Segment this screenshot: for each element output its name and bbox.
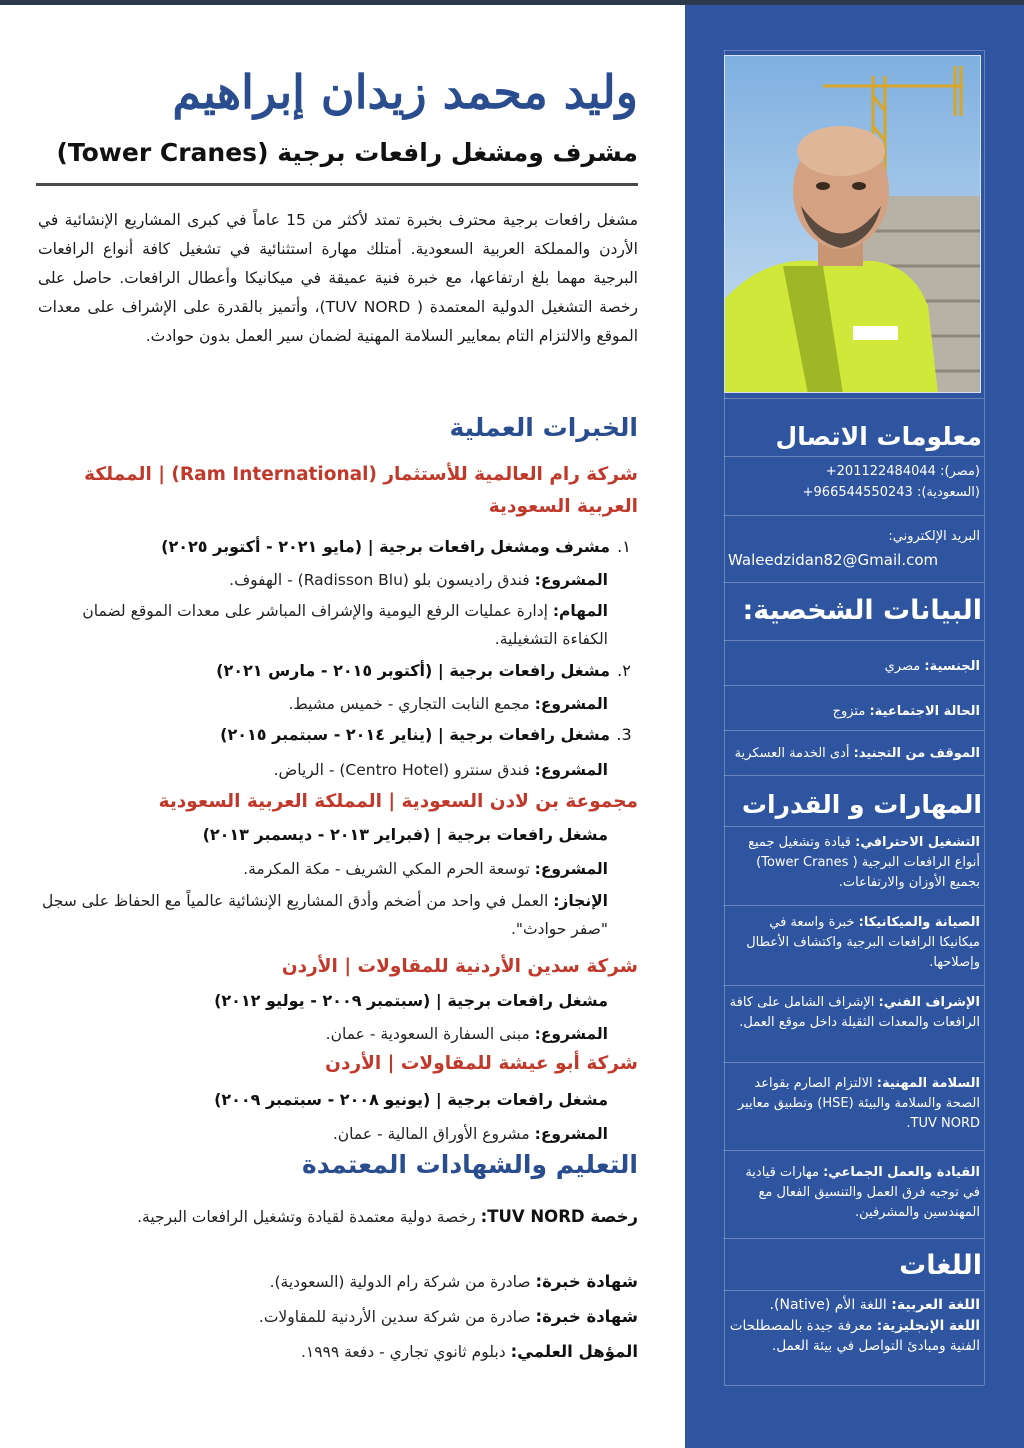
profile-summary: مشغل رافعات برجية محترف بخبرة تمتد لأكثر من 15 عاماً في كبرى المشاريع الإنشائية في الأردن والمملكة العربية السعودية. أمتلك مهارة استثنائية في تشغيل كافة أنواع الرافعات البرجية مهما بلغ ارتفاعها، مع خبرة فنية عميقة في ميكانيكا وأعطال الرافعات. حاصل على رخصة التشغيل الدولية المعتمدة ( TUV NORD)، وأتميز بالقدرة على الإشراف على معدات الموقع والالتزام التام بمعايير السلامة المهنية لضمان سير العمل بدون حوادث. bbox=[38, 211, 639, 345]
education-heading: التعليم والشهادات المعتمدة bbox=[301, 1150, 638, 1179]
role-title: مشغل رافعات برجية | (يونيو ٢٠٠٨ - سبتمبر ٢٠٠٩) bbox=[214, 1090, 608, 1109]
skill-label: السلامة المهنية: bbox=[876, 1076, 980, 1091]
phone-saudi bbox=[725, 483, 980, 503]
title-underline bbox=[36, 183, 638, 186]
education-text: صادرة من شركة سدين الأردنية للمقاولات. bbox=[258, 1308, 531, 1326]
sidebar-divider bbox=[724, 1385, 984, 1386]
tasks-text: إدارة عمليات الرفع اليومية والإشراف المباشر على معدات الموقع لضمان الكفاءة التشغيلية. bbox=[82, 602, 608, 648]
sidebar-divider bbox=[724, 826, 984, 827]
email-label: البريد الإلكتروني: bbox=[888, 529, 980, 544]
skill-text: الإشراف الشامل على كافة الرافعات والمعدات الثقيلة داخل موقع العمل. bbox=[729, 995, 980, 1030]
skill-item bbox=[725, 1074, 980, 1134]
language-english bbox=[725, 1316, 980, 1356]
tasks-label: المهام: bbox=[552, 602, 608, 620]
company-name: شركة سدين الأردنية للمقاولات | الأردن bbox=[281, 956, 638, 977]
language-label: اللغة الإنجليزية: bbox=[876, 1318, 980, 1334]
phone-saudi-value: +966544550243 bbox=[802, 485, 913, 500]
company-name: شركة رام العالمية للأستثمار (Ram International) | المملكة العربية السعودية bbox=[84, 464, 638, 517]
personal-marital bbox=[725, 702, 980, 722]
skill-item bbox=[725, 833, 980, 893]
role-number: ١. bbox=[617, 537, 631, 556]
education-text: رخصة دولية معتمدة لقيادة وتشغيل الرافعات البرجية. bbox=[137, 1208, 476, 1226]
sidebar-divider bbox=[724, 730, 984, 731]
phone-saudi-label: (السعودية): bbox=[916, 485, 980, 500]
project-label: المشروع: bbox=[534, 1125, 608, 1143]
sidebar-divider bbox=[724, 1290, 984, 1291]
skill-text: مهارات قيادية في توجيه فرق العمل والتنسيق الفعال مع المهندسين والمشرفين. bbox=[745, 1165, 980, 1220]
sidebar-divider bbox=[724, 985, 984, 986]
phone-egypt-value: +201122484044 bbox=[825, 464, 936, 479]
education-label: شهادة خبرة: bbox=[535, 1272, 638, 1291]
project-text: فندق راديسون بلو (Radisson Blu) - الهفوف. bbox=[229, 571, 530, 589]
skill-label: القيادة والعمل الجماعي: bbox=[823, 1165, 980, 1180]
education-text: دبلوم ثانوي تجاري - دفعة ١٩٩٩. bbox=[300, 1343, 506, 1361]
role-number: 3. bbox=[616, 725, 632, 744]
sidebar-divider bbox=[724, 775, 984, 776]
skill-label: الإشراف الفني: bbox=[878, 995, 980, 1010]
personal-heading: البيانات الشخصية: bbox=[742, 595, 982, 626]
phone-egypt-label: (مصر): bbox=[940, 464, 980, 479]
personal-label: الحالة الاجتماعية: bbox=[869, 704, 980, 719]
languages-heading: اللغات bbox=[899, 1250, 982, 1281]
sidebar-divider bbox=[724, 398, 984, 399]
language-text: اللغة الأم (Native). bbox=[769, 1297, 887, 1313]
sidebar-divider bbox=[724, 1062, 984, 1063]
sidebar-divider bbox=[724, 582, 984, 583]
education-label: رخصة TUV NORD: bbox=[480, 1207, 638, 1226]
personal-value: مصري bbox=[884, 659, 921, 674]
skill-text: الالتزام الصارم بقواعد الصحة والسلامة والبيئة (HSE) وتطبيق معايير TUV NORD. bbox=[737, 1076, 980, 1131]
achievement-label: الإنجاز: bbox=[553, 892, 608, 910]
education-item bbox=[78, 1202, 638, 1232]
role-achievement bbox=[38, 887, 608, 943]
sidebar-guide-right bbox=[984, 50, 985, 1385]
education-label: المؤهل العلمي: bbox=[510, 1342, 638, 1361]
role-project bbox=[38, 566, 608, 594]
sidebar-divider bbox=[724, 456, 984, 457]
project-label: المشروع: bbox=[534, 761, 608, 779]
skill-item bbox=[725, 1163, 980, 1223]
education-item bbox=[78, 1267, 638, 1297]
language-arabic bbox=[725, 1295, 980, 1315]
role-title-text: مشغل رافعات برجية | (أكتوبر ٢٠١٥ - مارس ٢٠٢١) bbox=[216, 661, 610, 680]
role-project bbox=[38, 1120, 608, 1148]
role-project bbox=[38, 756, 608, 784]
sidebar-divider bbox=[724, 515, 984, 516]
job-title: مشرف ومشغل رافعات برجية (Tower Cranes) bbox=[56, 138, 638, 167]
skills-heading: المهارات و القدرات bbox=[741, 790, 982, 819]
project-label: المشروع: bbox=[534, 1025, 608, 1043]
education-text: صادرة من شركة رام الدولية (السعودية). bbox=[269, 1273, 531, 1291]
role-title: مشغل رافعات برجية | (فبراير ٢٠١٣ - ديسمبر ٢٠١٣) bbox=[202, 825, 608, 844]
personal-label: الموقف من التجنيد: bbox=[853, 746, 980, 761]
sidebar-divider bbox=[724, 1150, 984, 1151]
role-title: مشغل رافعات برجية | (سبتمبر ٢٠٠٩ - يوليو ٢٠١٢) bbox=[214, 991, 608, 1010]
experience-heading: الخبرات العملية bbox=[449, 413, 638, 442]
project-text: فندق سنترو (Centro Hotel) - الرياض. bbox=[273, 761, 530, 779]
project-label: المشروع: bbox=[534, 695, 608, 713]
sidebar-divider bbox=[724, 1238, 984, 1239]
role-title bbox=[58, 657, 638, 685]
skill-text: قيادة وتشغيل جميع أنواع الرافعات البرجية ( Tower Cranes) بجميع الأوزان والارتفاعات. bbox=[748, 835, 980, 890]
role-project bbox=[38, 690, 608, 718]
education-label: شهادة خبرة: bbox=[535, 1307, 638, 1326]
contact-heading: معلومات الاتصال bbox=[775, 422, 982, 451]
education-item bbox=[78, 1302, 638, 1332]
language-text: معرفة جيدة بالمصطلحات الفنية ومبادئ التواصل في بيئة العمل. bbox=[729, 1318, 980, 1354]
sidebar-divider bbox=[724, 685, 984, 686]
role-title-text: مشرف ومشغل رافعات برجية | (مايو ٢٠٢١ - أكتوبر ٢٠٢٥) bbox=[161, 537, 610, 556]
personal-value: متزوج bbox=[832, 704, 866, 719]
email-value[interactable]: Waleedzidan82@Gmail.com bbox=[728, 551, 939, 569]
role-title bbox=[58, 721, 638, 749]
role-number: ٢. bbox=[617, 661, 631, 680]
role-project bbox=[38, 855, 608, 883]
skill-text: خبرة واسعة في ميكانيكا الرافعات البرجية واكتشاف الأعطال وإصلاحها. bbox=[746, 915, 980, 970]
role-project bbox=[38, 1020, 608, 1048]
company-name: مجموعة بن لادن السعودية | المملكة العربية السعودية bbox=[158, 791, 638, 812]
language-label: اللغة العربية: bbox=[891, 1297, 980, 1313]
skill-item bbox=[725, 913, 980, 973]
role-tasks bbox=[38, 597, 608, 653]
personal-label: الجنسية: bbox=[924, 659, 980, 674]
personal-value: أدى الخدمة العسكرية bbox=[734, 746, 850, 761]
company-name: شركة أبو عيشة للمقاولات | الأردن bbox=[325, 1053, 638, 1074]
education-item bbox=[78, 1337, 638, 1367]
project-text: توسعة الحرم المكي الشريف - مكة المكرمة. bbox=[243, 860, 530, 878]
project-label: المشروع: bbox=[534, 571, 608, 589]
skill-label: الصيانة والميكانيكا: bbox=[858, 915, 980, 930]
phone-egypt bbox=[725, 462, 980, 482]
project-label: المشروع: bbox=[534, 860, 608, 878]
sidebar-divider bbox=[724, 905, 984, 906]
project-text: مشروع الأوراق المالية - عمان. bbox=[332, 1125, 530, 1143]
sidebar-divider bbox=[724, 640, 984, 641]
project-text: مبنى السفارة السعودية - عمان. bbox=[325, 1025, 530, 1043]
skill-label: التشغيل الاحترافي: bbox=[855, 835, 980, 850]
achievement-text: العمل في واحد من أضخم وأدق المشاريع الإنشائية عالمياً مع الحفاظ على سجل "صفر حوادث". bbox=[42, 892, 608, 938]
skill-item bbox=[725, 993, 980, 1033]
role-title-text: مشغل رافعات برجية | (يناير ٢٠١٤ - سبتمبر ٢٠١٥) bbox=[220, 725, 610, 744]
personal-military bbox=[725, 744, 980, 764]
role-title bbox=[58, 533, 638, 561]
candidate-name: وليد محمد زيدان إبراهيم bbox=[172, 65, 638, 119]
profile-photo bbox=[724, 55, 981, 393]
personal-nationality bbox=[725, 657, 980, 677]
sidebar-divider bbox=[724, 50, 984, 51]
project-text: مجمع النابت التجاري - خميس مشيط. bbox=[288, 695, 530, 713]
